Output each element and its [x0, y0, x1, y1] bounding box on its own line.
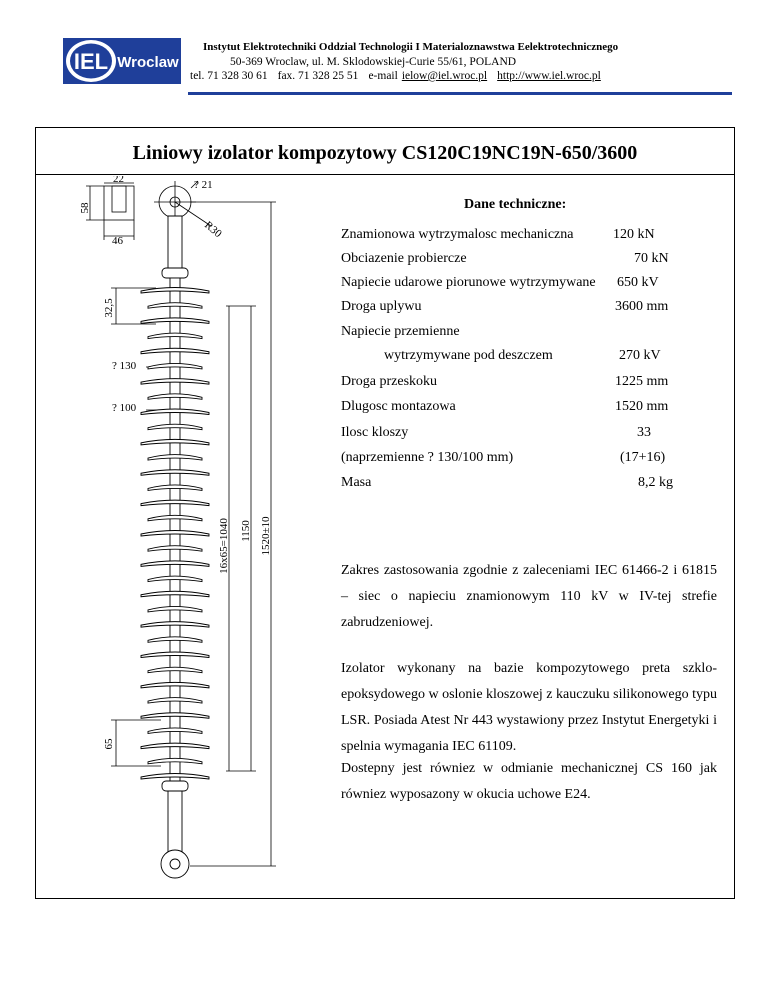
- spec-label-ac-voltage: Napiecie przemienne: [341, 324, 460, 339]
- title-separator: [35, 174, 735, 175]
- email-label: e-mail: [368, 70, 398, 82]
- institute-name: Instytut Elektrotechniki Oddzial Technologii I Materialoznawstwa Eelektrotechnicznego: [203, 41, 619, 53]
- insulator-drawing: [76, 176, 306, 888]
- email-link[interactable]: ielow@iel.wroc.pl: [401, 70, 488, 82]
- spec-value-impulse: 650 kV: [617, 275, 659, 290]
- svg-text:IEL: IEL: [73, 49, 109, 74]
- dim-r30: R30: [202, 219, 224, 241]
- spec-label-alternating: (naprzemienne ? 130/100 mm): [341, 450, 514, 465]
- spec-label-strength: Znamionowa wytrzymalosc mechaniczna: [341, 227, 574, 242]
- spec-label-impulse: Napiecie udarowe piorunowe wytrzymywane: [341, 275, 596, 290]
- spec-value-mass: 8,2 kg: [638, 475, 673, 490]
- spec-value-strength: 120 kN: [613, 227, 655, 242]
- dim-16x65: 16x65=1040: [218, 518, 230, 574]
- dim-22: 22: [113, 176, 124, 185]
- dim-46: 46: [112, 235, 123, 247]
- spec-value-creepage: 3600 mm: [615, 299, 669, 314]
- contact-line: [190, 70, 611, 82]
- fax-number: fax. 71 328 25 51: [277, 70, 359, 82]
- spec-label-test-load: Obciazenie probiercze: [341, 251, 467, 266]
- website-link[interactable]: http://www.iel.wroc.pl: [497, 70, 601, 82]
- iel-logo: [63, 38, 181, 84]
- dim-1150: 1150: [240, 520, 252, 542]
- specs-heading: Dane techniczne:: [464, 197, 567, 212]
- paragraph-scope: Zakres zastosowania zgodnie z zaleceniami IEC 61466-2 i 61815 – siec o napieciu znamionowym 110 kV w IV-tej strefie zabrudzeniowej.: [341, 563, 717, 630]
- dim-100: ? 100: [112, 402, 137, 414]
- spec-label-mass: Masa: [341, 475, 372, 490]
- institute-address: 50-369 Wroclaw, ul. M. Sklodowskiej-Curie 55/61, POLAND: [230, 56, 517, 68]
- dim-130: ? 130: [112, 360, 137, 372]
- spec-label-creepage: Droga uplywu: [341, 299, 422, 314]
- spec-label-length: Dlugosc montazowa: [341, 399, 456, 414]
- dim-1520: 1520±10: [260, 516, 272, 556]
- dim-58: 58: [79, 202, 91, 214]
- spec-value-alternating: (17+16): [620, 450, 666, 465]
- dim-21: ? 21: [194, 179, 213, 191]
- spec-value-arcing: 1225 mm: [615, 374, 669, 389]
- header-rule: [188, 92, 732, 95]
- spec-value-length: 1520 mm: [615, 399, 669, 414]
- dim-32-5: 32,5: [103, 298, 115, 318]
- spec-value-sheds: 33: [637, 425, 651, 440]
- dim-65: 65: [103, 738, 115, 750]
- insulator-body: [141, 216, 209, 878]
- spec-label-wet-withstand: wytrzymywane pod deszczem: [384, 348, 553, 363]
- page-title: Liniowy izolator kompozytowy CS120C19NC19N-650/3600: [132, 142, 638, 164]
- spec-label-arcing: Droga przeskoku: [341, 374, 438, 389]
- spec-value-test-load: 70 kN: [634, 251, 669, 266]
- spec-label-sheds: Ilosc kloszy: [341, 425, 409, 440]
- spec-value-wet-withstand: 270 kV: [619, 348, 661, 363]
- paragraph-variants: Dostepny jest równiez w odmianie mechanicznej CS 160 jak równiez wyposazony w okucia uchowe E24.: [341, 761, 717, 802]
- paragraph-construction: Izolator wykonany na bazie kompozytowego preta szklo-epoksydowego w oslonie kloszowej z kauczuku silikonowego typu LSR. Posiada Atest Nr 443 wystawiony przez Instytut Energetyki i spelnia wymagania IEC 61109.: [341, 661, 717, 754]
- phone-number: tel. 71 328 30 61: [190, 70, 268, 82]
- logo-text: Wroclaw: [117, 54, 179, 71]
